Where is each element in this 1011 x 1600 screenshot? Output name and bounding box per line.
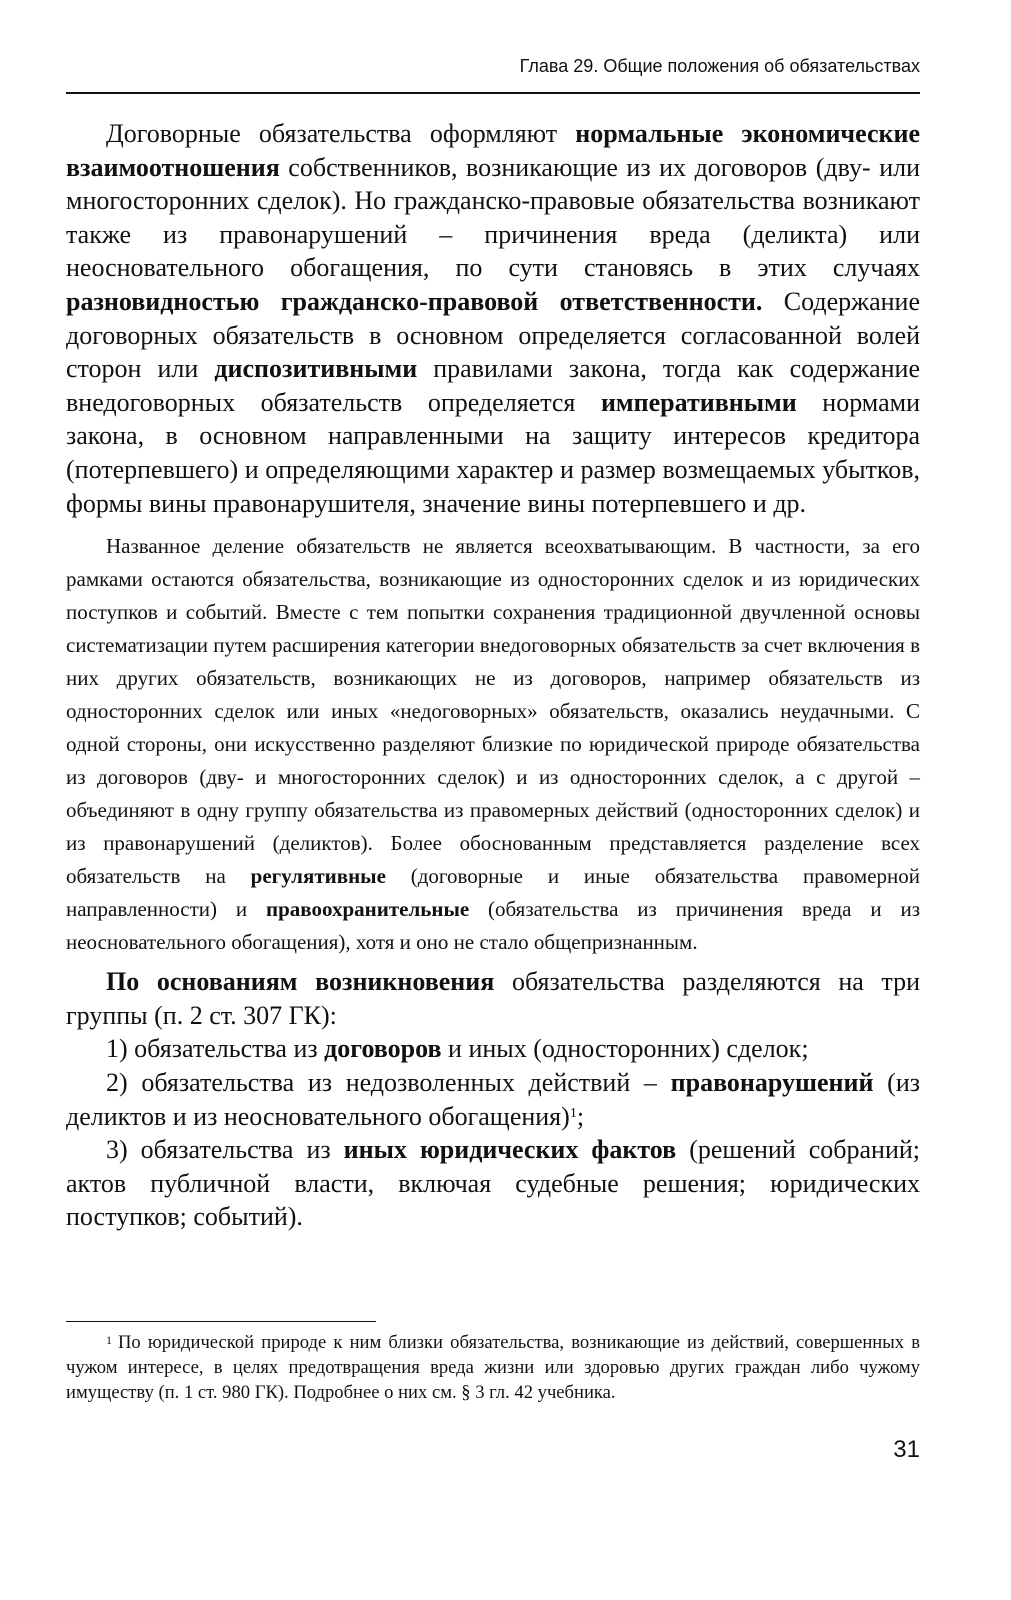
text-run: ;	[576, 1101, 585, 1131]
bold-term: разновидностью гражданско-правовой ответственности.	[66, 286, 763, 316]
bold-term: императивными	[600, 387, 797, 417]
text-run: Договорные обязательства оформляют	[106, 119, 576, 148]
text-run: и иных (односторонних) сделок;	[441, 1034, 809, 1064]
paragraph-contractual-obligations	[66, 117, 920, 520]
text-run: обязательства разделяются на три группы (п. 2 ст. 307 ГК):	[66, 967, 921, 1030]
text-run: 2) обязательства из недозволенных действий –	[106, 1067, 671, 1097]
bold-term: регулятивные	[250, 864, 386, 889]
text-run: (из деликтов и из неосновательного обогащения)	[66, 1067, 920, 1131]
bold-term: диспозитивными	[214, 354, 418, 384]
footnote-text: По юридической природе к ним близки обязательства, возникающие из действий, совершенных в чужом интересе, в целях предотвращения вреда жизни или здоровью других граждан либо чужому имуществу (п. 1 ст. 980 ГК). Подробнее о них см. § 3 гл. 42 учебника.	[66, 1332, 920, 1403]
bold-term: правоохранительные	[265, 897, 470, 922]
bold-term: договоров	[324, 1034, 442, 1064]
list-item-contracts	[66, 1032, 920, 1066]
bold-term: нормальные экономические взаимоотношения	[66, 119, 920, 182]
footnote-reference[interactable]: 1	[569, 1105, 577, 1121]
text-run: (решений собраний; актов публичной власти, включая судебные решения; юридических поступков; событий).	[66, 1135, 921, 1232]
text-run: (договорные и иные обязательства правомерной направленности) и	[66, 864, 920, 922]
text-run: 1) обязательства из	[106, 1034, 325, 1064]
footnote	[66, 1330, 920, 1405]
text-run: правилами закона, тогда как содержание внедоговорных обязательств определяется	[66, 354, 920, 417]
text-run: Содержание договорных обязательств в основном определяется согласованной волей сторон или	[66, 286, 921, 384]
paragraph-classification-critique	[66, 530, 920, 959]
text-run: собственников, возникающие из их договоров (дву- или многосторонних сделок). Но гражданско-правовые обязательства возникают также из правонарушений – причинения вреда (деликта) или неосновательного обогащения, по сути становясь в этих случаях	[66, 152, 920, 283]
page-number: 31	[893, 1436, 920, 1463]
list-item-offenses	[66, 1066, 920, 1133]
text-run: 3) обязательства из	[106, 1135, 344, 1165]
bold-term: правонарушений	[670, 1067, 874, 1097]
footnote-rule	[66, 1321, 376, 1322]
footnote-mark: 1	[106, 1333, 112, 1347]
header-rule	[66, 92, 920, 94]
main-text	[66, 117, 920, 1234]
list-item-other-facts	[66, 1133, 920, 1234]
bold-term: По основаниям возникновения	[106, 967, 495, 997]
paragraph-grounds-of-origin	[66, 965, 920, 1032]
bold-term: иных юридических фактов	[343, 1135, 677, 1165]
text-run: нормами закона, в основном направленными на защиту интересов кредитора (потерпевшего) и определяющими характер и размер возмещаемых убытков, формы вины правонарушителя, значение вины потерпевшего и др.	[66, 387, 920, 518]
text-run: Названное деление обязательств не является всеохватывающим. В частности, за его рамками остаются обязательства, возникающие из односторонних сделок и из юридических поступков и событий. Вместе с тем попытки сохранения традиционной двучленной основы систематизации путем расширения категории внедоговорных обязательств за счет включения в них других обязательств, возникающих не из договоров, например обязательств из односторонних сделок или иных «недоговорных» обязательств, оказались неудачными. С одной стороны, они искусственно разделяют близкие по юридической природе обязательства из договоров (дву- и многосторонних сделок) и из односторонних сделок, а с другой – объединяют в одну группу обязательства из правомерных действий (односторонних сделок) и из правонарушений (деликтов). Более обоснованным представляется разделение всех обязательств на	[66, 534, 921, 889]
running-head: Глава 29. Общие положения об обязательствах	[519, 56, 920, 76]
text-run: (обязательства из причинения вреда и из неосновательного обогащения), хотя и оно не стало общепризнанным.	[66, 897, 920, 955]
